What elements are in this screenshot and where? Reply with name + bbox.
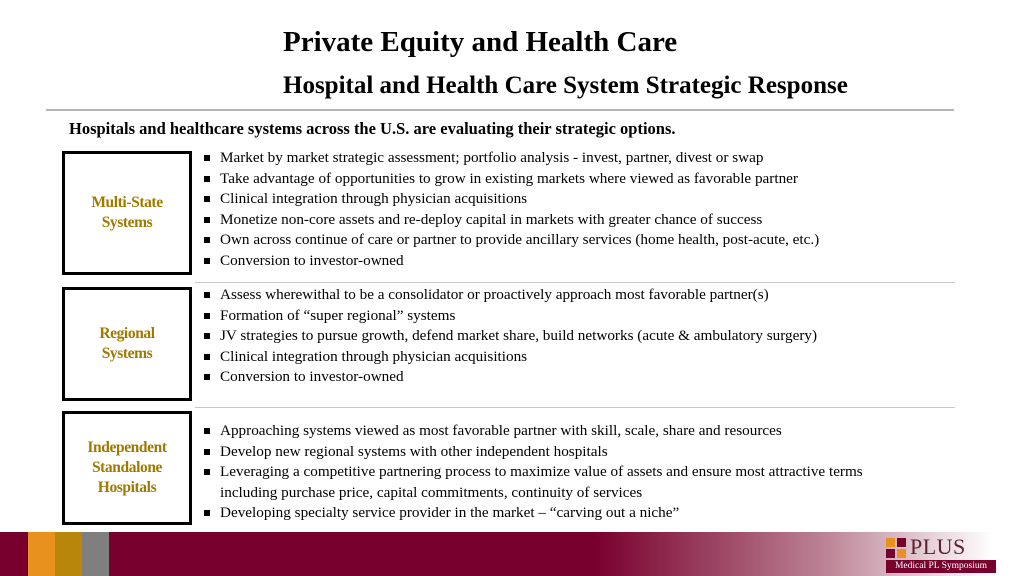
regional-systems-box <box>62 287 192 401</box>
logo-tagline: Medical PL Symposium <box>886 560 996 573</box>
title-divider <box>46 109 954 111</box>
list-item: Conversion to investor-owned <box>201 367 981 388</box>
footer-bar <box>0 532 1024 576</box>
list-item: Monetize non-core assets and re-deploy capital in markets with greater chance of success <box>201 210 981 231</box>
list-item: Developing specialty service provider in the market – “carving out a niche” <box>201 503 981 524</box>
list-item: Approaching systems viewed as most favorable partner with skill, scale, share and resources <box>201 421 981 442</box>
list-item: Clinical integration through physician acquisitions <box>201 347 981 368</box>
list-item: Own across continue of care or partner to provide ancillary services (home health, post-acute, etc.) <box>201 230 981 251</box>
list-item: Leveraging a competitive partnering process to maximize value of assets and ensure most attractive terms including purchase price, capital commitments, continuity of services <box>201 462 910 503</box>
multi-state-systems-box <box>62 151 192 275</box>
list-item: Formation of “super regional” systems <box>201 306 981 327</box>
list-item: Clinical integration through physician acquisitions <box>201 189 981 210</box>
footer-strip-gray <box>82 532 109 576</box>
footer-strip-gold <box>55 532 82 576</box>
list-item: Develop new regional systems with other independent hospitals <box>201 442 981 463</box>
regional-bullets <box>201 285 981 388</box>
section-divider <box>195 282 955 283</box>
list-item: Assess wherewithal to be a consolidator or proactively approach most favorable partner(s) <box>201 285 981 306</box>
list-item: Conversion to investor-owned <box>201 251 981 272</box>
page-title: Private Equity and Health Care <box>283 26 678 58</box>
independent-bullets <box>201 421 981 524</box>
logo-name: PLUS <box>910 534 966 559</box>
list-item: Market by market strategic assessment; portfolio analysis - invest, partner, divest or swap <box>201 148 981 169</box>
footer-strip-orange <box>28 532 55 576</box>
multi-state-systems-label: Multi-State Systems <box>91 194 163 231</box>
plus-cross-icon <box>886 538 906 558</box>
section-divider <box>195 407 955 408</box>
plus-logo <box>886 536 996 574</box>
independent-hospitals-box <box>62 411 192 525</box>
independent-hospitals-label: Independent Standalone Hospitals <box>87 439 167 496</box>
intro-text: Hospitals and healthcare systems across the U.S. are evaluating their strategic options. <box>69 119 676 138</box>
list-item: Take advantage of opportunities to grow in existing markets where viewed as favorable partner <box>201 169 981 190</box>
page-subtitle: Hospital and Health Care System Strategic Response <box>283 72 848 99</box>
regional-systems-label: Regional Systems <box>99 325 155 362</box>
list-item: JV strategies to pursue growth, defend market share, build networks (acute & ambulatory surgery) <box>201 326 910 347</box>
multi-state-bullets <box>201 148 981 271</box>
